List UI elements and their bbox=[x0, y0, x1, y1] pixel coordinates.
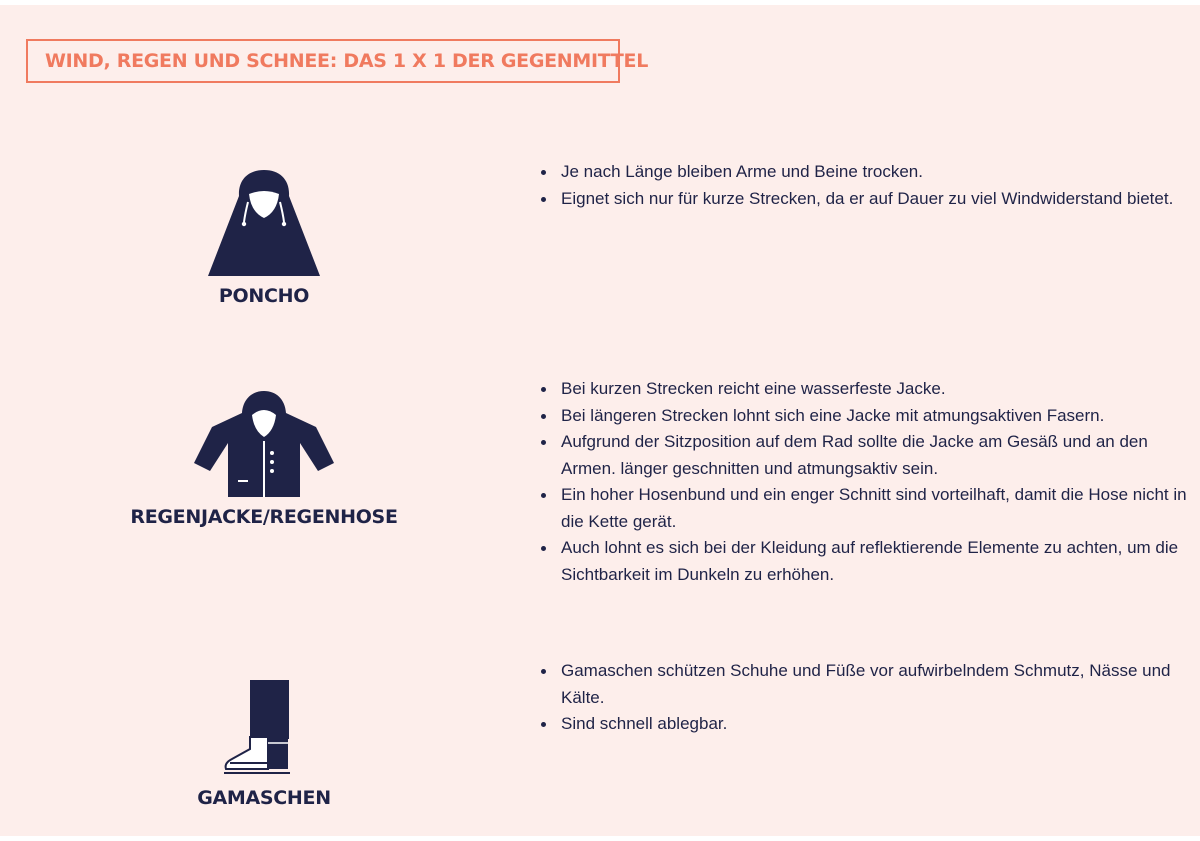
content-panel bbox=[0, 5, 1200, 836]
bullet-list-poncho bbox=[538, 159, 1188, 212]
list-item: Gamaschen schützen Schuhe und Füße vor aufwirbelndem Schmutz, Nässe und Kälte. bbox=[538, 658, 1188, 711]
poncho-icon bbox=[208, 168, 320, 278]
bullet-list-rain-jacket bbox=[538, 376, 1188, 588]
bullet-list-gaiters bbox=[538, 658, 1188, 738]
item-label-rain-jacket: REGENJACKE/REGENHOSE bbox=[130, 506, 398, 528]
list-item: Aufgrund der Sitzposition auf dem Rad sollte die Jacke am Gesäß und an den Armen. länger geschnitten und atmungsaktiv sein. bbox=[538, 429, 1188, 482]
list-item: Auch lohnt es sich bei der Kleidung auf reflektierende Elemente zu achten, um die Sichtbarkeit im Dunkeln zu erhöhen. bbox=[538, 535, 1188, 588]
section-title: WIND, REGEN UND SCHNEE: DAS 1 X 1 DER GEGENMITTEL bbox=[45, 50, 649, 72]
list-item: Eignet sich nur für kurze Strecken, da er auf Dauer zu viel Windwiderstand bietet. bbox=[538, 186, 1188, 213]
list-item: Bei längeren Strecken lohnt sich eine Jacke mit atmungsaktiven Fasern. bbox=[538, 403, 1188, 430]
list-item: Bei kurzen Strecken reicht eine wasserfeste Jacke. bbox=[538, 376, 1188, 403]
rain-jacket-icon bbox=[192, 389, 336, 499]
list-item: Ein hoher Hosenbund und ein enger Schnitt sind vorteilhaft, damit die Hose nicht in die Kette gerät. bbox=[538, 482, 1188, 535]
section-title-box bbox=[26, 39, 649, 83]
item-label-gaiters: GAMASCHEN bbox=[197, 787, 331, 809]
item-label-poncho: PONCHO bbox=[218, 285, 310, 307]
list-item: Sind schnell ablegbar. bbox=[538, 711, 1188, 738]
list-item: Je nach Länge bleiben Arme und Beine trocken. bbox=[538, 159, 1188, 186]
gaiter-icon bbox=[222, 679, 292, 775]
